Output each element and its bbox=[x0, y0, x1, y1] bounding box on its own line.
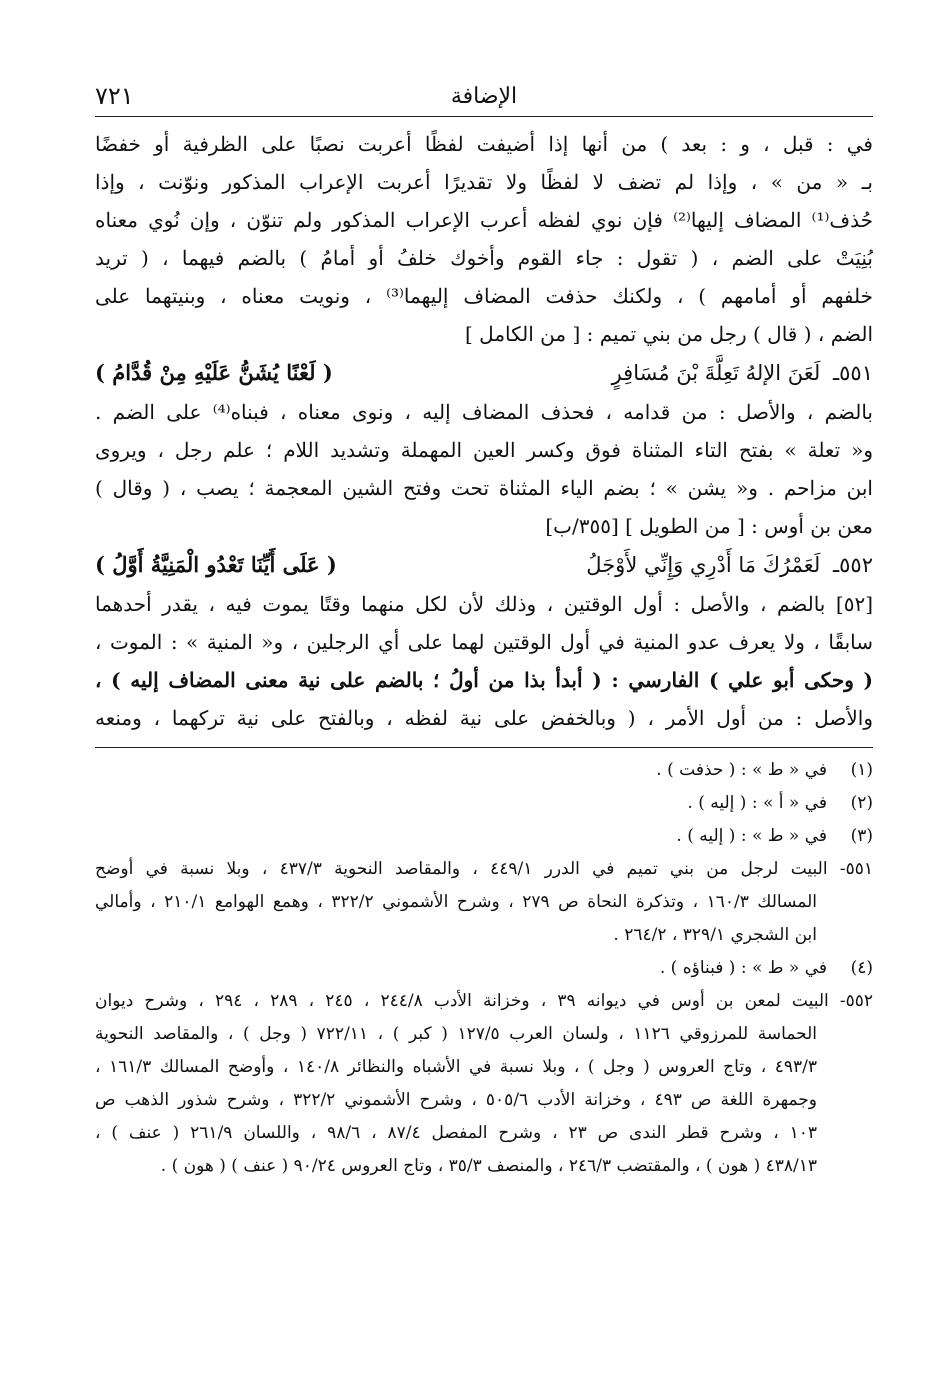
takhrij-line: ٤٣٨/١٣ ( هون ) ، والمقتضب ٢٤٦/٣ ، والمنصف ٣٥/٣ ، وتاج العروس ٩٠/٢٤ ( عنف ) ( هون ) . bbox=[160, 1156, 817, 1176]
text-line: بالضم ، والأصل : من قدامه ، فحذف المضاف إليه ، ونوى معناه ، فبناه⁽⁴⁾ على الضم . bbox=[95, 400, 873, 424]
takhrij-line: ١٠٣ ، وشرح قطر الندى ص ٢٣ ، وشرح المفصل ٨٧/٤ ، ٩٨/٦ ، واللسان ٢٦١/٩ ( عنف ) ، bbox=[95, 1123, 817, 1143]
main-text bbox=[95, 125, 873, 737]
verse-first-hemistich: لَعَنَ الإلهُ تَعِلَّةَ بْنَ مُسَافِرٍ bbox=[611, 361, 821, 385]
takhrij-line: ٥٥٢- البيت لمعن بن أوس في ديوانه ٣٩ ، وخزانة الأدب ٢٤٤/٨ ، ٢٤٥ ، ٢٨٩ ، ٢٩٤ ، وشرح ديوان bbox=[95, 991, 873, 1011]
footnote-mark: (٢) bbox=[850, 793, 873, 813]
footnote bbox=[95, 952, 873, 985]
footnote-text: في « ط » : ( إليه ) . bbox=[676, 826, 827, 846]
text-line: ( وحكى أبو علي ) الفارسي : ( أبدأ بذا من أولُ ؛ بالضم على نية معنى المضاف إليه ) ، bbox=[95, 668, 873, 692]
page-number: ٧٢١ bbox=[95, 82, 134, 110]
footnotes bbox=[95, 754, 873, 1183]
verse-second-hemistich: ( عَلَى أَيِّنَا تَعْدُو الْمَنِيَّةُ أَوَّلُ ) bbox=[95, 552, 337, 577]
footnote-mark: (٤) bbox=[850, 958, 873, 978]
text-line: والأصل : من أول الأمر ، ( وبالخفض على نية لفظه ، وبالفتح على نية تركهما ، ومنعه bbox=[95, 706, 873, 730]
text-line: و« تعلة » بفتح التاء المثناة فوق وكسر العين المهملة وتشديد اللام ؛ علم رجل ، ويروى bbox=[95, 438, 873, 462]
verse-number: ٥٥٢ـ bbox=[833, 553, 873, 577]
text-line: سابقًا ، ولا يعرف عدو المنية في أول الوقتين لهما على أي الرجلين ، و« المنية » : الموت ، bbox=[95, 630, 873, 654]
text-line: حُذف⁽¹⁾ المضاف إليها⁽²⁾ فإن نوي لفظه أعرب الإعراب المذكور ولم تنوّن ، وإن نُوي معناه bbox=[95, 208, 873, 232]
text-line: ابن مزاحم . و« يشن » ؛ بضم الياء المثناة تحت وفتح الشين المعجمة ؛ يصب ، ( وقال ) bbox=[95, 476, 873, 500]
footnote bbox=[95, 787, 873, 820]
takhrij-line: ٥٥١- البيت لرجل من بني تميم في الدرر ٤٤٩/١ ، والمقاصد النحوية ٤٣٧/٣ ، وبلا نسبة في أوضح bbox=[95, 859, 873, 879]
text-line: معن بن أوس : [ من الطويل ] [٣٥٥/ب] bbox=[545, 514, 873, 538]
takhrij-line: ابن الشجري ٣٢٩/١ ، ٢٦٤/٢ . bbox=[613, 925, 817, 945]
footnote-text: في « ط » : ( حذفت ) . bbox=[656, 760, 827, 780]
verse-first-hemistich: لَعَمْرُكَ مَا أَدْرِي وَإِنِّي لأَوْجَلُ bbox=[586, 553, 821, 577]
book-page bbox=[95, 82, 873, 1183]
verse-second-hemistich: ( لَعْنًا يُشَنُّ عَلَيْهِ مِنْ قُدَّامُ ) bbox=[95, 360, 333, 385]
footnote-separator bbox=[95, 747, 873, 748]
verse-number: ٥٥١ـ bbox=[833, 361, 873, 385]
text-line: الضم ، ( قال ) رجل من بني تميم : [ من الكامل ] bbox=[465, 322, 873, 346]
takhrij-line: وجمهرة اللغة ص ٤٩٣ ، وخزانة الأدب ٥٠٥/٦ ، وشرح الأشموني ٣٢٢/٢ ، وشرح شذور الذهب ص bbox=[95, 1090, 818, 1110]
takhrij-line: المسالك ١٦٠/٣ ، وتذكرة النحاة ص ٢٧٩ ، وشرح الأشموني ٣٢٢/٢ ، وهمع الهوامع ٢١٠/١ ، وأمالي bbox=[95, 892, 817, 912]
footnote bbox=[95, 820, 873, 853]
footnote-text: في « ط » : ( فبناؤه ) . bbox=[659, 958, 827, 978]
verse-552 bbox=[95, 545, 873, 585]
footnote bbox=[95, 754, 873, 787]
text-line: بـ « من » ، وإذا لم تضف لا لفظًا ولا تقديرًا أعربت الإعراب المذكور ونوّنت ، وإذا bbox=[95, 170, 873, 194]
footnote-text: في « أ » : ( إليه ) . bbox=[687, 793, 827, 813]
text-line: [٥٢] بالضم ، والأصل : أول الوقتين ، وذلك لأن لكل منهما وقتًا يموت فيه ، يقدر أحدهما bbox=[95, 592, 873, 616]
text-line: في : قبل ، و : بعد ) من أنها إذا أضيفت لفظًا أعربت نصبًا على الظرفية أو خفضًا bbox=[95, 132, 873, 156]
chapter-title: الإضافة bbox=[450, 84, 518, 109]
verse-551 bbox=[95, 353, 873, 393]
footnote-mark: (١) bbox=[850, 760, 873, 780]
text-line: بُنِيَتْ على الضم ، ( تقول : جاء القوم وأخوك خلفُ أو أمامُ ) بالضم فيهما ، ( تريد bbox=[95, 246, 873, 270]
takhrij-line: ٤٩٣/٣ ، وتاج العروس ( وجل ) ، وبلا نسبة في الأشباه والنظائر ١٤٠/٨ ، وأوضح المسالك ١٦١/٣ ، bbox=[95, 1057, 818, 1077]
text-line: خلفهم أو أمامهم ) ، ولكنك حذفت المضاف إليهما⁽³⁾ ، ونويت معناه ، وبنيتهما على bbox=[95, 284, 873, 308]
page-header bbox=[95, 82, 873, 117]
footnote-mark: (٣) bbox=[850, 826, 873, 846]
takhrij-line: الحماسة للمرزوقي ١١٢٦ ، ولسان العرب ١٢٧/٥ ( كبر ) ، ٧٢٢/١١ ( وجل ) ، والمقاصد النحوية bbox=[95, 1024, 818, 1044]
